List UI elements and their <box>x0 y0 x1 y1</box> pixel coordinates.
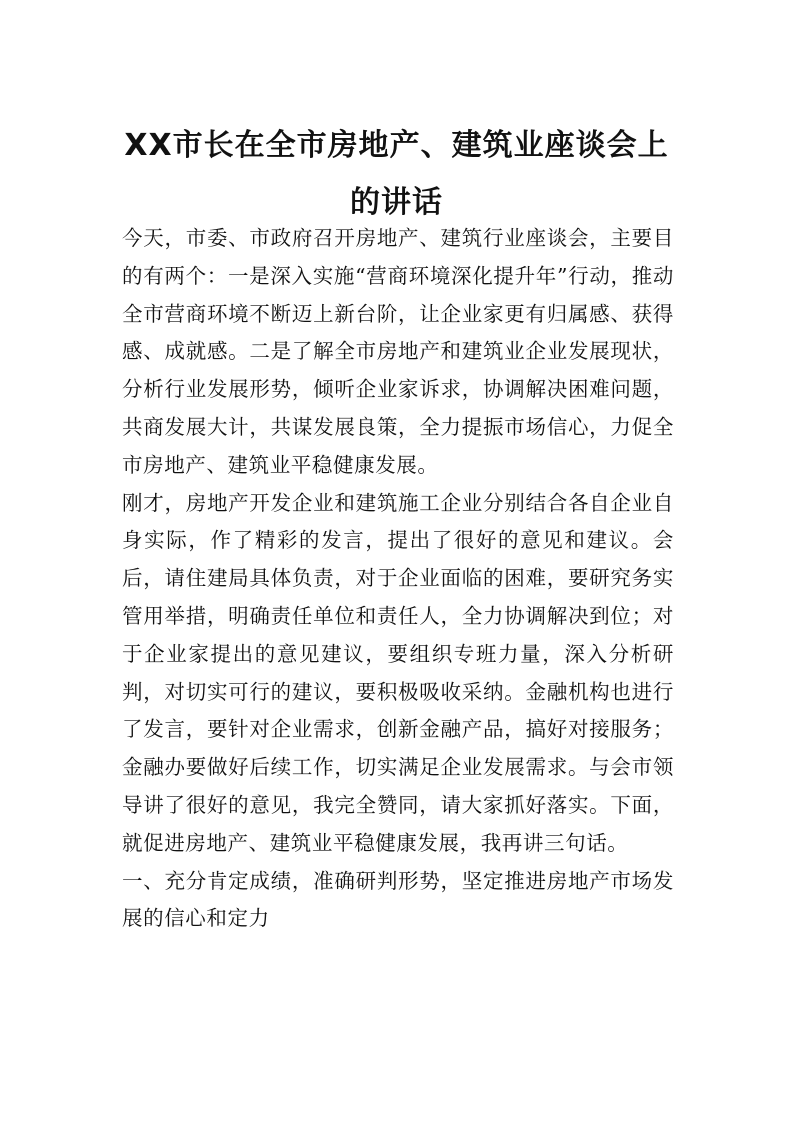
section-heading-one: 一、充分肯定成绩，准确研判形势，坚定推进房地产市场发展的信心和定力 <box>122 868 674 931</box>
document-body <box>122 220 674 938</box>
paragraph-opening: 今天，市委、市政府召开房地产、建筑行业座谈会，主要目的有两个：一是深入实施“营商环境深化提升年”行动，推动全市营商环境不断迈上新台阶，让企业家更有归属感、获得感、成就感。二是了解全市房地产和建筑业企业发展现状，分析行业发展形势，倾听企业家诉求，协调解决困难问题，共商发展大计，共谋发展良策，全力提振市场信心，力促全市房地产、建筑业平稳健康发展。 <box>122 226 674 477</box>
paragraph-followup: 刚才，房地产开发企业和建筑施工企业分别结合各自企业自身实际，作了精彩的发言，提出了很好的意见和建议。会后，请住建局具体负责，对于企业面临的困难，要研究务实管用举措，明确责任单位和责任人，全力协调解决到位；对于企业家提出的意见建议，要组织专班力量，深入分析研判，对切实可行的建议，要积极吸收采纳。金融机构也进行了发言，要针对企业需求，创新金融产品，搞好对接服务；金融办要做好后续工作，切实满足企业发展需求。与会市领导讲了很好的意见，我完全赞同，请大家抓好落实。下面，就促进房地产、建筑业平稳健康发展，我再讲三句话。 <box>122 490 674 855</box>
document-title: XX市长在全市房地产、建筑业座谈会上的讲话 <box>124 128 669 220</box>
